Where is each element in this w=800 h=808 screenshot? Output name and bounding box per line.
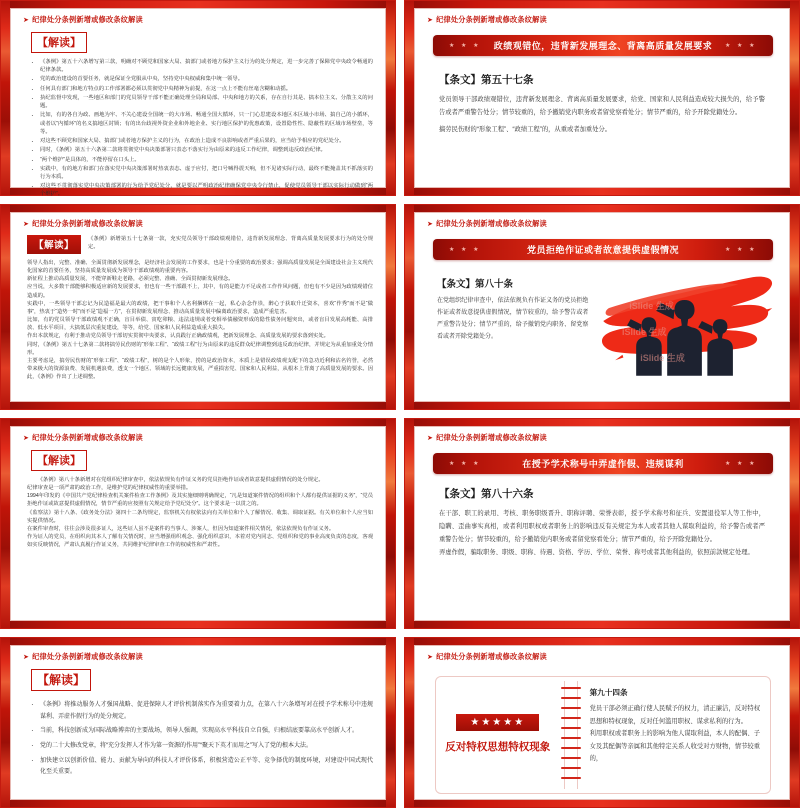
slide-border-left xyxy=(1,419,10,628)
slide-content xyxy=(414,645,790,800)
article-paragraph: 党员干部必须正确行使人民赋予的权力，清正廉洁，反对特权思想和特权现象，反对任何滥用职权、谋求私利的行为。 xyxy=(589,705,760,725)
bullet-list xyxy=(29,58,373,198)
body-paragraph: 在案件审查时，往往会涉及很多证人，这些证人虽不是案件的当事人、涉案人，但因为知道案件相关情况，依法依规负有作证义务。 xyxy=(27,525,335,532)
watermark: iSlide 生成 xyxy=(629,300,674,311)
slide-header xyxy=(427,15,779,25)
list-item: · 执纪监督中发现，一些地区和部门的党员领导干部不能正确处理全局和局部、中央和地方的关系，存在自行其是、搞本位主义、分散主义的问题。 xyxy=(29,94,373,110)
slide-border-left xyxy=(405,1,414,195)
list-item: · 党的二十大修改党章，将“充分发挥人才作为第一资源的作用”“聚天下英才而用之”写入了党的根本大法。 xyxy=(29,741,373,753)
list-item: · 任何具有部门和地方特点的工作部署都必须以贯彻党中央精神为前提，在这一点上不能有丝毫含糊和动摇。 xyxy=(29,85,373,93)
section-banner xyxy=(433,453,773,474)
slide-content xyxy=(10,8,386,198)
slide-header xyxy=(23,433,375,443)
lead-paragraph: 《条例》新增第五十七条第一款，充实党员领导干部政绩观错位，违背新发展理念、背离高质量发展要求行为的处分规定。 xyxy=(88,236,373,251)
article-paragraph: 弄虚作假，骗取职务、职级、职称、待遇、资格、学历、学位、荣誉、称号或者其他利益的，依照前款规定处理。 xyxy=(439,548,754,556)
slide-border-left xyxy=(405,419,414,628)
banner-title: 在授予学术称号中弄虚作假、违规谋利 xyxy=(522,459,684,469)
slide-5[interactable] xyxy=(0,418,396,629)
article-text-column xyxy=(427,268,592,386)
saluting-silhouettes-illustration xyxy=(596,268,779,386)
slide-header xyxy=(23,652,375,662)
slide-3[interactable] xyxy=(0,204,396,410)
slide-border-right xyxy=(790,205,799,409)
slide-header-label: 纪律处分条例新增或修改条纹解读 xyxy=(32,433,143,442)
interpretation-badge: 【解读】 xyxy=(27,235,81,254)
five-stars-icon: ★★★★★ xyxy=(456,714,539,731)
slide-border-top xyxy=(405,638,799,645)
slide-border-top xyxy=(405,1,799,8)
slide-content xyxy=(414,212,790,402)
slide-header xyxy=(427,433,779,443)
list-item: · 《条例》将推动服务人才强国战略、促进保障人才评价机制落实作为重要着力点，在第八十六条增写对在授予学术称号中违规谋利、弄虚作假行为的处分规定。 xyxy=(29,700,373,723)
slide-border-bottom xyxy=(1,402,395,409)
slide-border-left xyxy=(405,205,414,409)
soldier-silhouettes-icon xyxy=(596,268,779,378)
slide-8[interactable] xyxy=(404,637,800,808)
list-item: · 对这些不贯彻落实党中央决策部署的行为给予党纪处分，就是要以严明政治纪律确保党中央令行禁止，促使党员领导干部以实际行动做到“两个维护”。 xyxy=(29,182,373,198)
slide-1[interactable] xyxy=(0,0,396,196)
slide-border-right xyxy=(790,638,799,807)
article-paragraph: 利用职权或者职务上的影响为他人谋取利益，本人的配偶、子女及其配偶等亲属和其他特定关系人收受对方财物，情节较重的， xyxy=(589,730,760,763)
list-item: · 《条例》第五十六条增写第三款，明确对不顾党和国家大局、搞部门或者地方保护主义行为的处分规定，进一步完善了保障党中央政令畅通的纪律条款。 xyxy=(29,58,373,74)
notebook-right-page xyxy=(582,677,770,793)
slide-header-label: 纪律处分条例新增或修改条纹解读 xyxy=(436,219,547,228)
slide-content xyxy=(10,212,386,402)
arrow-right-icon: ➤ xyxy=(23,16,30,24)
slide-border-bottom xyxy=(1,621,395,628)
slide-6[interactable] xyxy=(404,418,800,629)
interpretation-badge: 【解读】 xyxy=(31,450,87,471)
notebook-left-page xyxy=(436,677,560,793)
slide-header-label: 纪律处分条例新增或修改条纹解读 xyxy=(32,652,143,661)
slide-header-label: 纪律处分条例新增或修改条纹解读 xyxy=(436,433,547,442)
interpretation-badge: 【解读】 xyxy=(31,669,91,691)
slide-content xyxy=(10,645,386,800)
body-paragraph: 《监察法》第十八条、《政务处分法》第四十二条均规定，监察机关有权依法向有关单位和个人了解情况、收集、调取证据。有关单位和个人应当如实提供情况。 xyxy=(27,509,373,524)
arrow-right-icon: ➤ xyxy=(427,220,434,228)
list-item: · 对这些不顾党和国家大局、搞部门或者地方保护主义的行为，在政治上造成不良影响或者严重后果的，应当给予相应的党纪处分。 xyxy=(29,137,373,145)
body-paragraph: 《条例》第八十条新增对在党组织纪律审查中，依法依规负有作证义务的党员拒绝作证或者故意提供虚假情况的处分规定。 xyxy=(37,477,324,483)
list-item: · 实践中，有的地方和部门在落实党中央决策部署时热衷表态、虚于应付，把口号喊得震天响，但不见诸实际行动，最终不能掩盖其不抓落实的行为本质。 xyxy=(29,165,373,181)
slide-border-bottom xyxy=(405,188,799,195)
stars-left-icon: ★ ★ ★ xyxy=(449,247,481,253)
slide-border-right xyxy=(386,205,395,409)
body-paragraph: 领导人指出，完整、准确、全面贯彻新发展理念，是经济社会发展的工作要求，也是十分重要的政治要求；强调高质量发展是全面建设社会主义现代化国家的首要任务，坚持高质量发展成为领导干部政绩观的重要内容。 xyxy=(27,260,373,275)
body-paragraph: 纪律审查是一项严肃的政治工作，是维护党的纪律权威性的重要举措。 xyxy=(27,485,192,492)
body-paragraph: 1994年印发的《中国共产党纪律检查机关案件检查工作条例》及其实施细则明确规定，“凡是知道案件情况的组织和个人都有提供证据的义务”，“党员拒绝作证或故意提供虚假情况，情节严重的应按照有关规定给予党纪处分”。这个要求是一以贯之的。 xyxy=(27,493,373,508)
section-banner xyxy=(433,35,773,56)
article-paragraph: 党员领导干部政绩观错位，违背新发展理念、背离高质量发展要求，给党、国家和人民利益造成较大损失的，给予警告或者严重警告处分；情节较重的，给予撤销党内职务或者留党察看处分；情节严重的，给予开除党籍处分。 xyxy=(439,96,765,116)
article-and-artwork xyxy=(427,268,779,386)
slide-border-top xyxy=(405,205,799,212)
arrow-right-icon: ➤ xyxy=(427,434,434,442)
banner-title: 政绩观错位，违背新发展理念、背离高质量发展要求 xyxy=(493,41,713,51)
slide-2[interactable] xyxy=(404,0,800,196)
article-paragraph: 搞劳民伤财的“形象工程”、“政绩工程”的，从重或者加重处分。 xyxy=(439,125,612,133)
slide-border-top xyxy=(1,1,395,8)
slide-border-top xyxy=(1,638,395,645)
slide-border-top xyxy=(1,419,395,426)
slide-header xyxy=(23,15,375,25)
arrow-right-icon: ➤ xyxy=(427,653,434,661)
slide-border-left xyxy=(1,1,10,195)
slide-border-bottom xyxy=(405,800,799,807)
slide-border-right xyxy=(386,419,395,628)
list-item: · 同时，《条例》第五十六条第二款将贯彻党中央决策部署只表态不落实行为由原来的违反工作纪律，调整到违反政治纪律。 xyxy=(29,146,373,154)
article-title: 【条文】第八十六条 xyxy=(439,488,534,500)
banner-title: 党员拒绝作证或者故意提供虚假情况 xyxy=(526,245,679,255)
slide-header xyxy=(23,219,375,229)
list-item: · 党的政治建设的首要任务，就是保证全党服从中央，坚持党中央权威和集中统一领导。 xyxy=(29,75,373,83)
slide-header-label: 纪律处分条例新增或修改条纹解读 xyxy=(436,652,547,661)
slide-content xyxy=(414,426,790,621)
notebook-caption: 反对特权思想特权现象 xyxy=(445,741,551,754)
arrow-right-icon: ➤ xyxy=(23,434,30,442)
stars-right-icon: ★ ★ ★ xyxy=(725,247,757,253)
list-item: · 加快建立以创新价值、能力、贡献为导向的科技人才评价体系，积极营造公正平等、竞争择优的制度环境，对建设中国式现代化至关重要。 xyxy=(29,756,373,779)
watermark: iSlide 生成 xyxy=(621,326,667,337)
slide-border-bottom xyxy=(405,621,799,628)
body-paragraph: 新征程上推动高质量发展，不能穿新鞋走老路，必须完整、准确、全面贯彻新发展理念。 xyxy=(27,276,234,283)
stars-right-icon: ★ ★ ★ xyxy=(725,461,757,467)
body-paragraph: 作出本款规定，有利于推动党员领导干部切实贯彻中央要求，认真践行正确政绩观，把新发展理念、高质量发展的要求落到实处。 xyxy=(27,333,329,340)
slide-border-right xyxy=(790,419,799,628)
arrow-right-icon: ➤ xyxy=(23,220,30,228)
slide-border-top xyxy=(405,419,799,426)
slide-border-left xyxy=(1,638,10,807)
slide-border-left xyxy=(405,638,414,807)
article-paragraph: 在干部、职工的录用、考核、职务职级晋升、职称评聘、荣誉表彰，授予学术称号和征兵、安置退役军人等工作中，隐瞒、歪曲事实真相，或者利用职权或者职务上的影响违反有关规定为本人或者其他人谋取利益的，给予警告或者严重警告处分；情节较重的，给予撤销党内职务或者留党察看处分；情节严重的，给予开除党籍处分。 xyxy=(439,510,765,543)
body-paragraph: 作为证人的党员，在组织向其本人了解有关情况时，应当增强组织观念、强化组织意识，本着对党内同志、党组织和党的事业高度负责的态度，客观如实反映情况，严肃认真履行作证义务，共同维护纪律审查工作的权威性和严肃性。 xyxy=(27,534,373,549)
section-banner xyxy=(433,239,773,260)
stars-left-icon: ★ ★ ★ xyxy=(449,461,481,467)
body-paragraph: 比如，有的党员领导干部政绩观不正确，盲目举债、寅吃卯粮、违法违规或者变相举债融资形成的隐性债务问题突出，或者盲目发展高耗能、高排放、低水平项目，大搞低层次重复建设，等等，给党、国家和人民利益造成重大损失。 xyxy=(27,317,373,332)
slide-4[interactable] xyxy=(404,204,800,410)
article-paragraph: 在党组织纪律审查中，依法依规负有作证义务的党员拒绝作证或者故意提供虚假情况，情节较重的，给予警告或者严重警告处分；情节严重的，给予撤销党内职务、留党察看或者开除党籍处分。 xyxy=(437,298,589,340)
slide-border-bottom xyxy=(1,800,395,807)
slide-border-right xyxy=(790,1,799,195)
body-paragraph: 同时，《条例》第五十七条第二款将搞劳民伤财的“形象工程”、“政绩工程”行为由原来的违反群众纪律调整到违反政治纪律，并规定为从重加重处分情形。 xyxy=(27,341,373,356)
slide-border-right xyxy=(386,1,395,195)
slide-header-label: 纪律处分条例新增或修改条纹解读 xyxy=(436,15,547,24)
slide-content xyxy=(414,8,790,188)
article-title: 【条文】第五十七条 xyxy=(439,74,534,86)
body-paragraph: 主要考虑是，搞劳民伤财的“形象工程”、“政绩工程”，树的是个人形象，捞的是政治资本，本质上是错误政绩观支配下的急功近利和沽名钓誉，必然带来极大的资源浪费、发展机遇浪费，透支一个地区、领域的长远健康发展，严重损害党、国家和人民利益，从根本上背离了高质量发展的要求。因此，《条例》作出了上述调整。 xyxy=(27,357,373,381)
article-title: 第九十四条 xyxy=(589,688,628,697)
article-title: 【条文】第八十条 xyxy=(437,279,514,290)
slide-border-bottom xyxy=(405,402,799,409)
body-paragraph: 实践中，一些领导干部忘记为民造福是最大的政绩，把干事和个人名利捆绑在一起，私心杂念作祟，醉心于获取升迁资本，喜欢“作秀”而不是“做事”，热衷于“造势一时”而不是“造福一方”，在贯彻新发展理念、推动高质量发展中偏离政治要求，造成严重危害。 xyxy=(27,300,373,315)
stars-right-icon: ★ ★ ★ xyxy=(725,43,757,49)
arrow-right-icon: ➤ xyxy=(427,16,434,24)
slide-header xyxy=(427,652,779,662)
bullet-list xyxy=(29,700,373,779)
interpretation-badge: 【解读】 xyxy=(31,32,87,53)
arrow-right-icon: ➤ xyxy=(23,653,30,661)
list-item: · 比如，有的各自为政、画地为牢、不关心建设全国统一的大市场、畅通全国大循环，只一门心思建设本地区本区域小市场、搞自己的小循环，或者以“内循环”的名义搞地区封锁；有的出台歧视外资企业和外地企业、实行地区保护的优惠政策，设置隐性性、隐蔽性的区域市场壁垒，等等。 xyxy=(29,111,373,135)
list-item: · 当前，科技创新成为国际战略博弈的主要战场，领导人强调，实现高水平科技自立自强，归根结底要靠高水平创新人才。 xyxy=(29,726,373,738)
slide-header-label: 纪律处分条例新增或修改条纹解读 xyxy=(32,15,143,24)
slide-7[interactable] xyxy=(0,637,396,808)
slide-content xyxy=(10,426,386,621)
notebook-card xyxy=(435,676,771,794)
list-item: · “两个维护”是具体的，不能停留在口头上。 xyxy=(29,156,373,164)
notebook-spine xyxy=(560,677,582,793)
slide-header-label: 纪律处分条例新增或修改条纹解读 xyxy=(32,219,143,228)
slide-border-top xyxy=(1,205,395,212)
stars-left-icon: ★ ★ ★ xyxy=(449,43,481,49)
slide-border-right xyxy=(386,638,395,807)
slide-border-left xyxy=(1,205,10,409)
watermark: iSlide 生成 xyxy=(640,352,685,363)
slide-header xyxy=(427,219,779,229)
body-paragraph: 应当说，大多数干部能够积极适应新的发展要求，但也有一些干部跟不上，其中，有的是能力不足或者工作作风问题，但也有不少是因为政绩观错位造成的。 xyxy=(27,284,373,299)
